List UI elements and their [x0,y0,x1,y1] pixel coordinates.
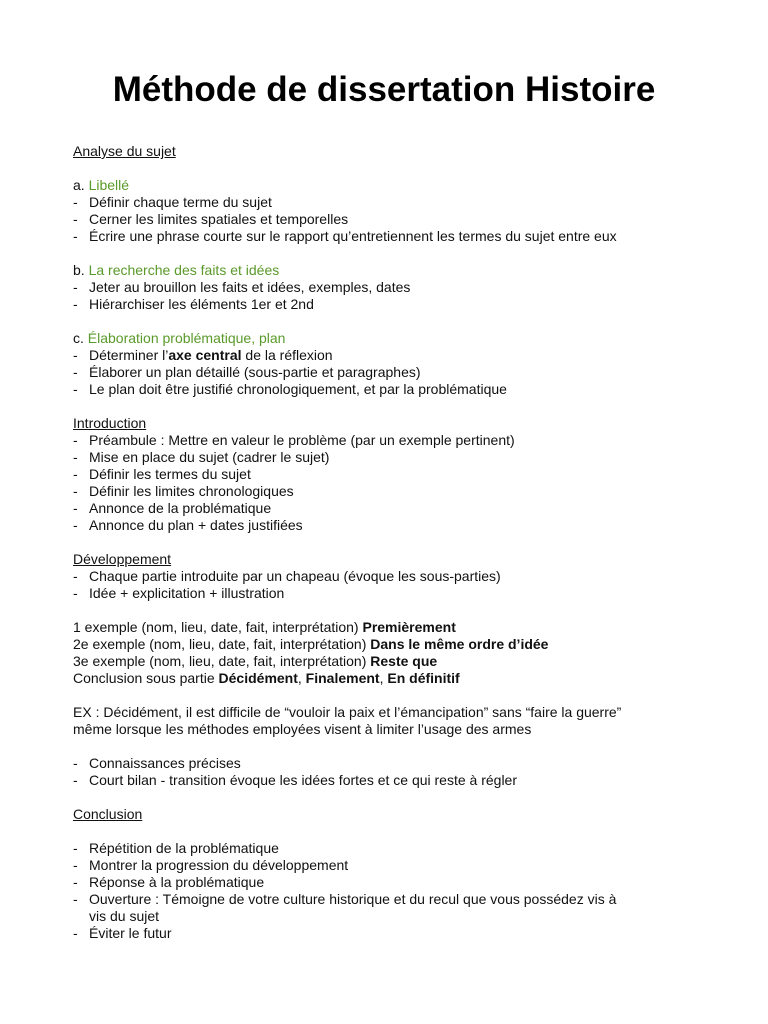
example-text: même lorsque les méthodes employées visent à limiter l’usage des armes [73,721,532,737]
list-item: - Réponse à la problématique [73,874,265,890]
list-item: - Ouverture : Témoigne de votre culture historique et du recul que vous possédez vis à [73,891,617,907]
list-item: - Court bilan - transition évoque les idées fortes et ce qui reste à régler [73,772,518,788]
subsection-b: b. La recherche des faits et idées [73,262,280,278]
list-item: - Définir les limites chronologiques [73,483,294,499]
subsection-c: c. Élaboration problématique, plan [73,330,286,346]
list-item: - Hiérarchiser les éléments 1er et 2nd [73,296,314,312]
list-item: - Annonce de la problématique [73,500,272,516]
list-item: - Mise en place du sujet (cadrer le sujet) [73,449,330,465]
document-body [73,143,713,942]
section-heading-conclusion: Conclusion [73,806,143,822]
list-item: - Chaque partie introduite par un chapeau (évoque les sous-parties) [73,568,501,584]
list-item: - Jeter au brouillon les faits et idées, exemples, dates [73,279,411,295]
list-item: - Définir chaque terme du sujet [73,194,272,210]
list-item: - Connaissances précises [73,755,241,771]
list-item: - Annonce du plan + dates justifiées [73,517,303,533]
list-item: - Éviter le futur [73,925,172,941]
list-item: - Élaborer un plan détaillé (sous-partie et paragraphes) [73,364,421,380]
list-item: - Écrire une phrase courte sur le rapport qu’entretiennent les termes du sujet entre eux [73,228,617,244]
example-line: 2e exemple (nom, lieu, date, fait, interprétation) Dans le même ordre d’idée [73,636,549,652]
section-heading-introduction: Introduction [73,415,147,431]
section-heading-analyse: Analyse du sujet [73,143,176,159]
example-line: 3e exemple (nom, lieu, date, fait, interprétation) Reste que [73,653,438,669]
list-item: - Définir les termes du sujet [73,466,251,482]
list-item: - Déterminer l’axe central de la réflexion [73,347,333,363]
section-heading-developpement: Développement [73,551,172,567]
subsection-c-label: Élaboration problématique, plan [87,330,286,346]
list-item: - Répétition de la problématique [73,840,279,856]
list-item: - Préambule : Mettre en valeur le problème (par un exemple pertinent) [73,432,515,448]
list-item: - Idée + explicitation + illustration [73,585,285,601]
subpart-conclusion-line: Conclusion sous partie Décidément, Finalement, En définitif [73,670,460,686]
example-line: 1 exemple (nom, lieu, date, fait, interprétation) Premièrement [73,619,456,635]
subsection-a-label: Libellé [88,177,130,193]
list-item: - Le plan doit être justifié chronologiquement, et par la problématique [73,381,507,397]
example-text: EX : Décidément, il est difficile de “vouloir la paix et l’émancipation” sans “faire la guerre” [73,704,622,720]
document-title: Méthode de dissertation Histoire [112,70,656,109]
subsection-b-label: La recherche des faits et idées [88,262,280,278]
list-item-continuation: vis du sujet [89,908,160,924]
subsection-a: a. Libellé [73,177,130,193]
list-item: - Cerner les limites spatiales et temporelles [73,211,349,227]
list-item: - Montrer la progression du développement [73,857,349,873]
